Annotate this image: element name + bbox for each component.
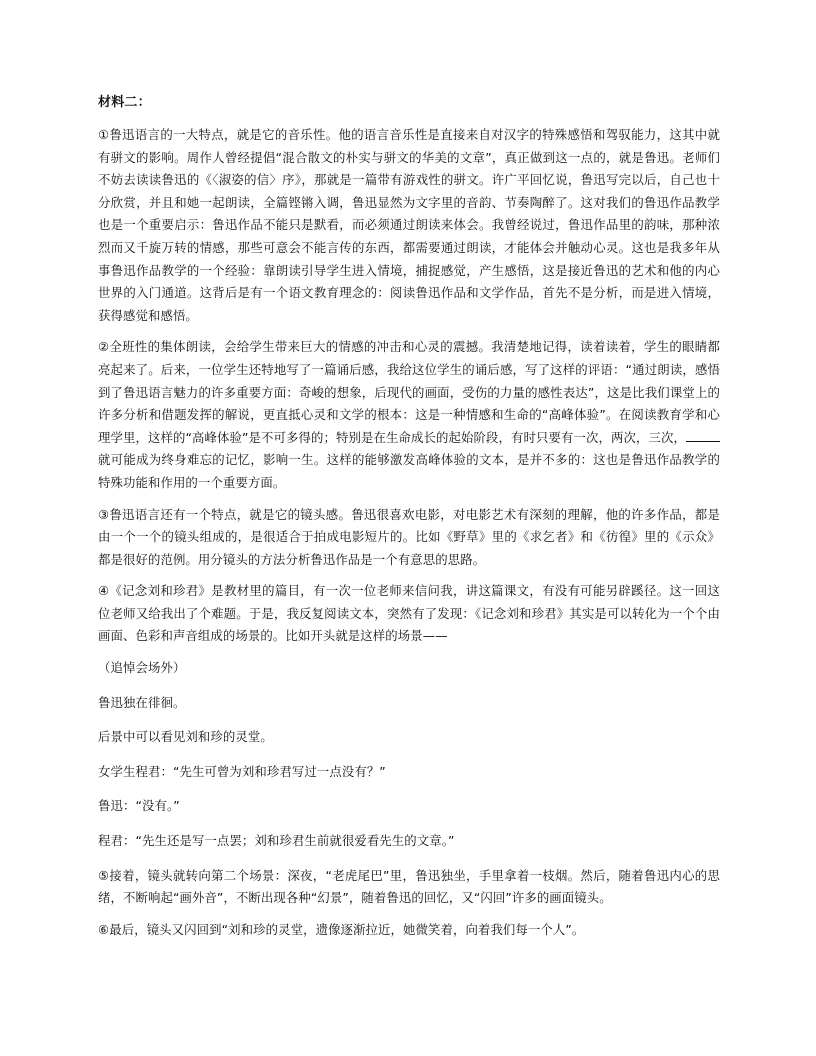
paragraph-2 xyxy=(98,336,720,494)
fill-in-blank[interactable] xyxy=(686,429,720,442)
paragraph-1: ①鲁迅语言的一大特点，就是它的音乐性。他的语言音乐性是直接来自对汉字的特殊感悟和驾驭能力，这其中就有骈文的影响。周作人曾经提倡“混合散文的朴实与骈文的华美的文章”，真正做到这一点的，就是鲁迅。老师们不妨去读读鲁迅的《〈淑姿的信〉序》，那就是一篇带有游戏性的骈文。许广平回忆说，鲁迅写完以后，自己也十分欣赏，并且和她一起朗读，全篇铿锵入调，鲁迅显然为文字里的音韵、节奏陶醉了。这对我们的鲁迅作品教学也是一个重要启示：鲁迅作品不能只是默看，而必须通过朗读来体会。我曾经说过，鲁迅作品里的韵味，那种浓烈而又千旋万转的情感，那些可意会不能言传的东西，都需要通过朗读，才能体会并触动心灵。这也是我多年从事鲁迅作品教学的一个经验：靠朗读引导学生进入情境，捕捉感觉，产生感悟，这是接近鲁迅的艺术和他的内心世界的入门通道。这背后是有一个语文教育理念的：阅读鲁迅作品和文学作品，首先不是分析，而是进入情境，获得感觉和感悟。 xyxy=(98,127,720,323)
section-heading: 材料二： xyxy=(98,95,151,110)
script-line-5: 程君：“先生还是写一点罢；刘和珍君生前就很爱看先生的文章。” xyxy=(98,833,455,849)
paragraph-3: ③鲁迅语言还有一个特点，就是它的镜头感。鲁迅很喜欢电影，对电影艺术有深刻的理解，他的许多作品，都是由一个一个的镜头组成的，是很适合于拍成电影短片的。比如《野草》里的《求乞者》和《彷徨》里的《示众》都是很好的范例。用分镜头的方法分析鲁迅作品是一个有意思的思路。 xyxy=(98,506,720,567)
script-line-4: 鲁迅：“没有。” xyxy=(98,798,180,814)
paragraph-4: ④《记念刘和珍君》是教材里的篇目，有一次一位老师来信问我，讲这篇课文，有没有可能另辟蹊径。这一回这位老师又给我出了个难题。于是，我反复阅读文本，突然有了发现：《记念刘和珍君》其实是可以转化为一个个由画面、色彩和声音组成的场景的。比如开头就是这样的场景—— xyxy=(98,583,720,644)
paragraph-2-part-1: ②全班性的集体朗读，会给学生带来巨大的情感的冲击和心灵的震撼。我清楚地记得，读着读着，学生的眼睛都亮起来了。后来，一位学生还特地写了一篇诵后感，我给这位学生的诵后感，写了这样的评语：“通过朗读，感悟到了鲁迅语言魅力的许多重要方面：奇峻的想象，后现代的画面，受伤的力量的感性表达”，这是比我们课堂上的许多分析和借题发挥的解说，更直抵心灵和文学的根本：这是一种情感和生命的“高峰体验”。在阅读教育学和心理学里，这样的“高峰体验”是不可多得的；特别是在生命成长的起始阶段，有时只要有一次，两次，三次， xyxy=(98,339,720,445)
script-line-2: 后景中可以看见刘和珍的灵堂。 xyxy=(98,729,273,745)
paragraph-2-part-2: 就可能成为终身难忘的记忆，影响一生。这样的能够激发高峰体验的文本，是并不多的：这也是鲁迅作品教学的特殊功能和作用的一个重要方面。 xyxy=(98,452,720,490)
script-line-1: 鲁迅独在徘徊。 xyxy=(98,694,186,710)
paragraph-6: ⑥最后，镜头又闪回到“刘和珍的灵堂，遗像逐渐拉近，她微笑着，向着我们每一个人”。 xyxy=(98,921,585,937)
script-scene-heading: （追悼会场外） xyxy=(98,660,186,676)
paragraph-5: ⑤接着，镜头就转向第二个场景：深夜，“老虎尾巴”里，鲁迅独坐，手里拿着一枝烟。然后，随着鲁迅内心的思绪，不断响起“画外音”，不断出现各种“幻景”，随着鲁迅的回忆，又“闪回”许多的画面镜头。 xyxy=(98,867,720,906)
document-page xyxy=(98,92,720,950)
script-line-3: 女学生程君：“先生可曾为刘和珍君写过一点没有？” xyxy=(98,763,386,779)
